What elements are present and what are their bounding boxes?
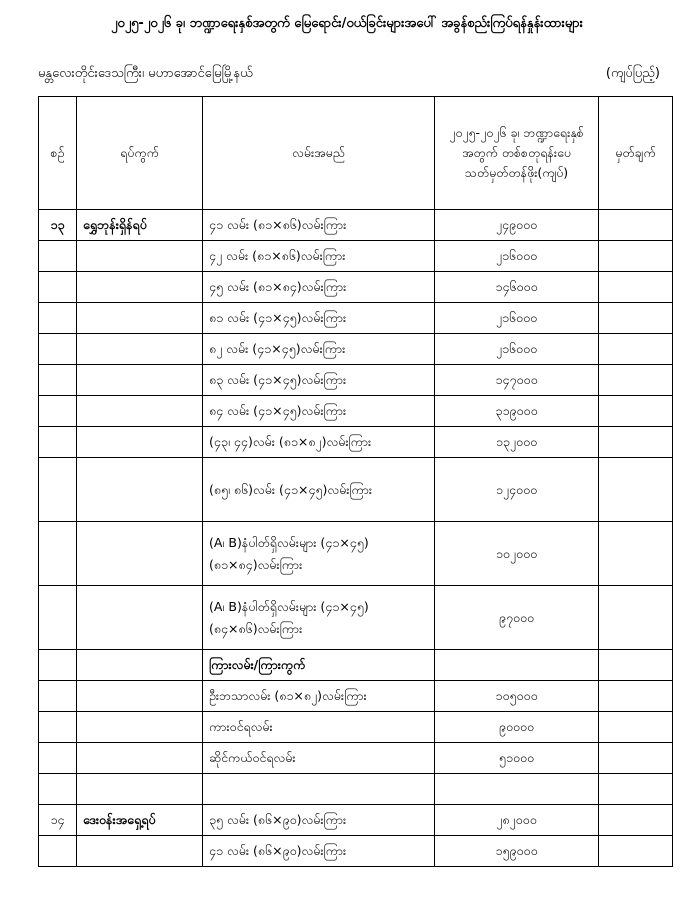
cell-serial-no: [39, 272, 77, 303]
cell-ward: [77, 241, 203, 272]
header-value-per-sqft: ၂၀၂၅-၂၀၂၆ ခု၊ ဘဏ္ဍာရေးနှစ်အတွက် တစ်စတုရန်းပေ သတ်မှတ်တန်ဖိုး(ကျပ်): [435, 97, 599, 210]
cell-street-name: ဆိုင်ကယ်ဝင်ရလမ်း: [203, 743, 435, 774]
currency-unit-label: (ကျပ်ပြည့်): [605, 66, 660, 81]
cell-street-name: ၈၄ လမ်း (၄၁×၄၅)လမ်းကြား: [203, 396, 435, 427]
cell-remark: [599, 586, 673, 650]
table-row: [39, 836, 673, 867]
cell-ward: [77, 396, 203, 427]
cell-value: ၂၄၉၀၀၀: [435, 210, 599, 241]
table-row: [39, 681, 673, 712]
cell-remark: [599, 365, 673, 396]
cell-street-name: (A၊ B)နံပါတ်ရှိလမ်းများ (၄၁×၄၅)(၈၁×၈၄)လမ်းကြား: [203, 522, 435, 586]
cell-value: ၉၇၀၀၀: [435, 586, 599, 650]
table-row: [39, 774, 673, 805]
cell-value: ၂၁၆၀၀၀: [435, 241, 599, 272]
cell-street-name: ၄၁ လမ်း (၈၆×၉၀)လမ်းကြား: [203, 836, 435, 867]
cell-value: ၂၁၆၀၀၀: [435, 303, 599, 334]
cell-value: [435, 774, 599, 805]
cell-serial-no: [39, 774, 77, 805]
cell-remark: [599, 210, 673, 241]
cell-value: ၁၄၆၀၀၀: [435, 272, 599, 303]
cell-ward: [77, 712, 203, 743]
cell-serial-no: [39, 712, 77, 743]
cell-street-name: ၈၁ လမ်း (၄၁×၄၅)လမ်းကြား: [203, 303, 435, 334]
cell-ward: ဒေးဝန်းအရှေ့ရပ်: [77, 805, 203, 836]
cell-street-name: ဦးဘသာလမ်း (၈၁×၈၂)လမ်းကြား: [203, 681, 435, 712]
cell-street-name: ၄၅ လမ်း (၈၁×၈၄)လမ်းကြား: [203, 272, 435, 303]
region-township-label: မန္တလေးတိုင်းဒေသကြီး၊ မဟာအောင်မြေမြို့နယ်: [38, 66, 253, 81]
cell-remark: [599, 272, 673, 303]
cell-street-name: ကားဝင်ရလမ်း: [203, 712, 435, 743]
cell-serial-no: [39, 836, 77, 867]
cell-street-name: ၄၂ လမ်း (၈၁×၈၆)လမ်းကြား: [203, 241, 435, 272]
cell-ward: [77, 743, 203, 774]
table-row: [39, 712, 673, 743]
table-row: [39, 805, 673, 836]
cell-street-name: (A၊ B)နံပါတ်ရှိလမ်းများ (၄၁×၄၅)(၈၄×၈၆)လမ်းကြား: [203, 586, 435, 650]
cell-serial-no: ၁၄: [39, 805, 77, 836]
cell-serial-no: [39, 365, 77, 396]
table-row: [39, 303, 673, 334]
cell-street-name: ၈၂ လမ်း (၄၁×၄၅)လမ်းကြား: [203, 334, 435, 365]
cell-value: ၁၃၂၀၀၀: [435, 427, 599, 458]
cell-ward: [77, 836, 203, 867]
cell-value: ၁၅၉၀၀၀: [435, 836, 599, 867]
cell-ward: [77, 586, 203, 650]
cell-serial-no: [39, 458, 77, 522]
cell-street-name: ကြားလမ်း/ကြားကွက်: [203, 650, 435, 681]
land-valuation-table: [38, 96, 673, 867]
table-header: [39, 97, 673, 210]
cell-serial-no: [39, 427, 77, 458]
table-row: [39, 743, 673, 774]
cell-value: ၁၀၂၀၀၀: [435, 522, 599, 586]
table-row: [39, 650, 673, 681]
cell-value: ၅၁၀၀၀: [435, 743, 599, 774]
cell-remark: [599, 650, 673, 681]
table-body: [39, 210, 673, 867]
cell-remark: [599, 805, 673, 836]
cell-value: ၂၁၆၀၀၀: [435, 334, 599, 365]
cell-remark: [599, 458, 673, 522]
cell-value: ၃၁၉၀၀၀: [435, 396, 599, 427]
cell-remark: [599, 743, 673, 774]
cell-remark: [599, 836, 673, 867]
cell-serial-no: [39, 681, 77, 712]
cell-serial-no: [39, 522, 77, 586]
cell-value: [435, 650, 599, 681]
table-row: [39, 334, 673, 365]
cell-serial-no: ၁၃: [39, 210, 77, 241]
cell-remark: [599, 522, 673, 586]
cell-remark: [599, 774, 673, 805]
cell-remark: [599, 427, 673, 458]
table-row: [39, 427, 673, 458]
table-row: [39, 241, 673, 272]
cell-value: ၉၀၀၀၀: [435, 712, 599, 743]
cell-serial-no: [39, 586, 77, 650]
cell-street-name: ၄၁ လမ်း (၈၁×၈၆)လမ်းကြား: [203, 210, 435, 241]
cell-ward: [77, 522, 203, 586]
cell-street-name: ၃၅ လမ်း (၈၆×၉၀)လမ်းကြား: [203, 805, 435, 836]
table-row: [39, 210, 673, 241]
header-street-name: လမ်းအမည်: [203, 97, 435, 210]
cell-serial-no: [39, 334, 77, 365]
cell-ward: [77, 774, 203, 805]
cell-street-name: ၈၃ လမ်း (၄၁×၄၅)လမ်းကြား: [203, 365, 435, 396]
cell-street-name: [203, 774, 435, 805]
cell-value: ၁၀၅၀၀၀: [435, 681, 599, 712]
cell-serial-no: [39, 396, 77, 427]
cell-serial-no: [39, 241, 77, 272]
header-ward: ရပ်ကွက်: [77, 97, 203, 210]
table-row: [39, 586, 673, 650]
cell-street-name: (၈၅၊ ၈၆)လမ်း (၄၁×၄၅)လမ်းကြား: [203, 458, 435, 522]
cell-ward: [77, 650, 203, 681]
cell-ward: [77, 427, 203, 458]
cell-value: ၂၈၂၀၀၀: [435, 805, 599, 836]
cell-remark: [599, 396, 673, 427]
cell-serial-no: [39, 650, 77, 681]
table-row: [39, 272, 673, 303]
cell-serial-no: [39, 303, 77, 334]
cell-remark: [599, 334, 673, 365]
cell-remark: [599, 681, 673, 712]
cell-ward: [77, 681, 203, 712]
cell-serial-no: [39, 743, 77, 774]
cell-remark: [599, 303, 673, 334]
cell-remark: [599, 712, 673, 743]
document-title: ၂၀၂၅-၂၀၂၆ ခု၊ ဘဏ္ဍာရေးနှစ်အတွက် မြေရောင်း/ဝယ်ခြင်းများအပေါ် အခွန်စည်းကြပ်ရန်နှုန်းထားများ: [111, 16, 583, 31]
table-row: [39, 522, 673, 586]
header-remark: မှတ်ချက်: [599, 97, 673, 210]
cell-ward: [77, 365, 203, 396]
table-row: [39, 458, 673, 522]
cell-ward: ရွှေဘုန်းရှိန်ရပ်: [77, 210, 203, 241]
cell-ward: [77, 458, 203, 522]
cell-street-name: (၄၃၊ ၄၄)လမ်း (၈၁×၈၂)လမ်းကြား: [203, 427, 435, 458]
cell-remark: [599, 241, 673, 272]
table-row: [39, 396, 673, 427]
table-row: [39, 365, 673, 396]
header-serial-no: စဉ်: [39, 97, 77, 210]
cell-ward: [77, 272, 203, 303]
cell-value: ၁၄၇၀၀၀: [435, 365, 599, 396]
cell-ward: [77, 334, 203, 365]
cell-ward: [77, 303, 203, 334]
cell-value: ၁၂၄၀၀၀: [435, 458, 599, 522]
